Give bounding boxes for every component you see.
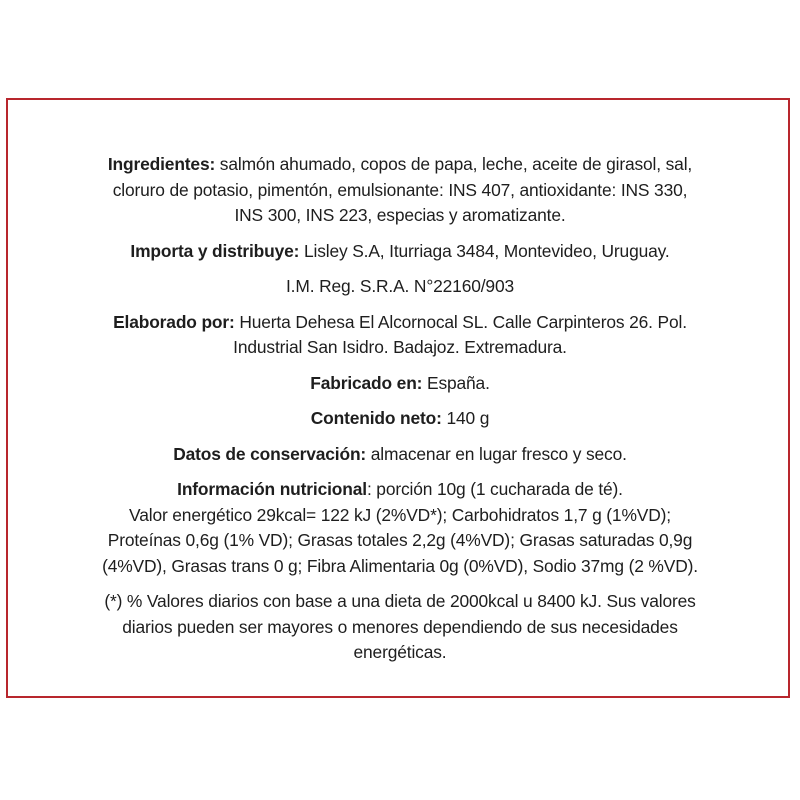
nutrition-key: Información nutricional [177, 479, 367, 499]
origin-key: Fabricado en: [310, 372, 423, 393]
nutrition-paragraph [40, 477, 760, 579]
footnote-line-3: energéticas. [353, 642, 447, 662]
ingredients-value-1: salmón ahumado, copos de papa, leche, aceite de girasol, sal, [215, 154, 693, 174]
importer-key: Importa y distribuye: [130, 240, 300, 261]
producer-key: Elaborado por: [113, 311, 235, 332]
storage-key: Datos de conservación: [173, 443, 367, 464]
net-content-line [40, 406, 760, 432]
importer-line [40, 239, 760, 265]
nutrition-line-2: Valor energético 29kcal= 122 kJ (2%VD*); Carbohidratos 1,7 g (1%VD); [129, 504, 671, 525]
ingredients-line-2: cloruro de potasio, pimentón, emulsionante: INS 407, antioxidante: INS 330, [112, 179, 688, 200]
net-content-paragraph [40, 406, 760, 432]
footnote-line-1: (*) % Valores diarios con base a una dieta de 2000kcal u 8400 kJ. Sus valores [104, 591, 696, 611]
footnote-paragraph [40, 589, 760, 666]
producer-value-1: Huerta Dehesa El Alcornocal SL. Calle Carpinteros 26. Pol. [234, 311, 687, 332]
registration-paragraph [40, 274, 760, 300]
label-content [40, 152, 760, 676]
ingredients-key: Ingredientes: [107, 154, 216, 174]
storage-value: almacenar en lugar fresco y seco. [366, 443, 627, 464]
ingredients-line-1 [40, 152, 760, 178]
ingredients-line-3: INS 300, INS 223, especias y aromatizante. [234, 205, 566, 225]
net-content-key: Contenido neto: [310, 408, 442, 428]
storage-line [40, 442, 760, 468]
producer-paragraph [40, 310, 760, 361]
importer-paragraph [40, 239, 760, 265]
producer-line-2: Industrial San Isidro. Badajoz. Extremadura. [233, 337, 567, 357]
importer-value: Lisley S.A, Iturriaga 3484, Montevideo, Uruguay. [299, 240, 670, 261]
nutrition-line-4: (4%VD), Grasas trans 0 g; Fibra Alimentaria 0g (0%VD), Sodio 37mg (2 %VD). [102, 555, 698, 576]
origin-paragraph [40, 371, 760, 397]
producer-line-1 [40, 310, 760, 336]
ingredients-paragraph [40, 152, 760, 229]
nutrition-value-1: : porción 10g (1 cucharada de té). [366, 479, 623, 499]
origin-value: España. [422, 372, 490, 393]
origin-line [40, 371, 760, 397]
nutrition-line-3: Proteínas 0,6g (1% VD); Grasas totales 2,2g (4%VD); Grasas saturadas 0,9g [107, 530, 693, 550]
storage-paragraph [40, 442, 760, 468]
nutrition-line-1 [40, 477, 760, 503]
net-content-value: 140 g [441, 408, 490, 428]
footnote-line-2: diarios pueden ser mayores o menores dependiendo de sus necesidades [122, 616, 678, 637]
registration-number: I.M. Reg. S.R.A. N°22160/903 [286, 276, 514, 296]
